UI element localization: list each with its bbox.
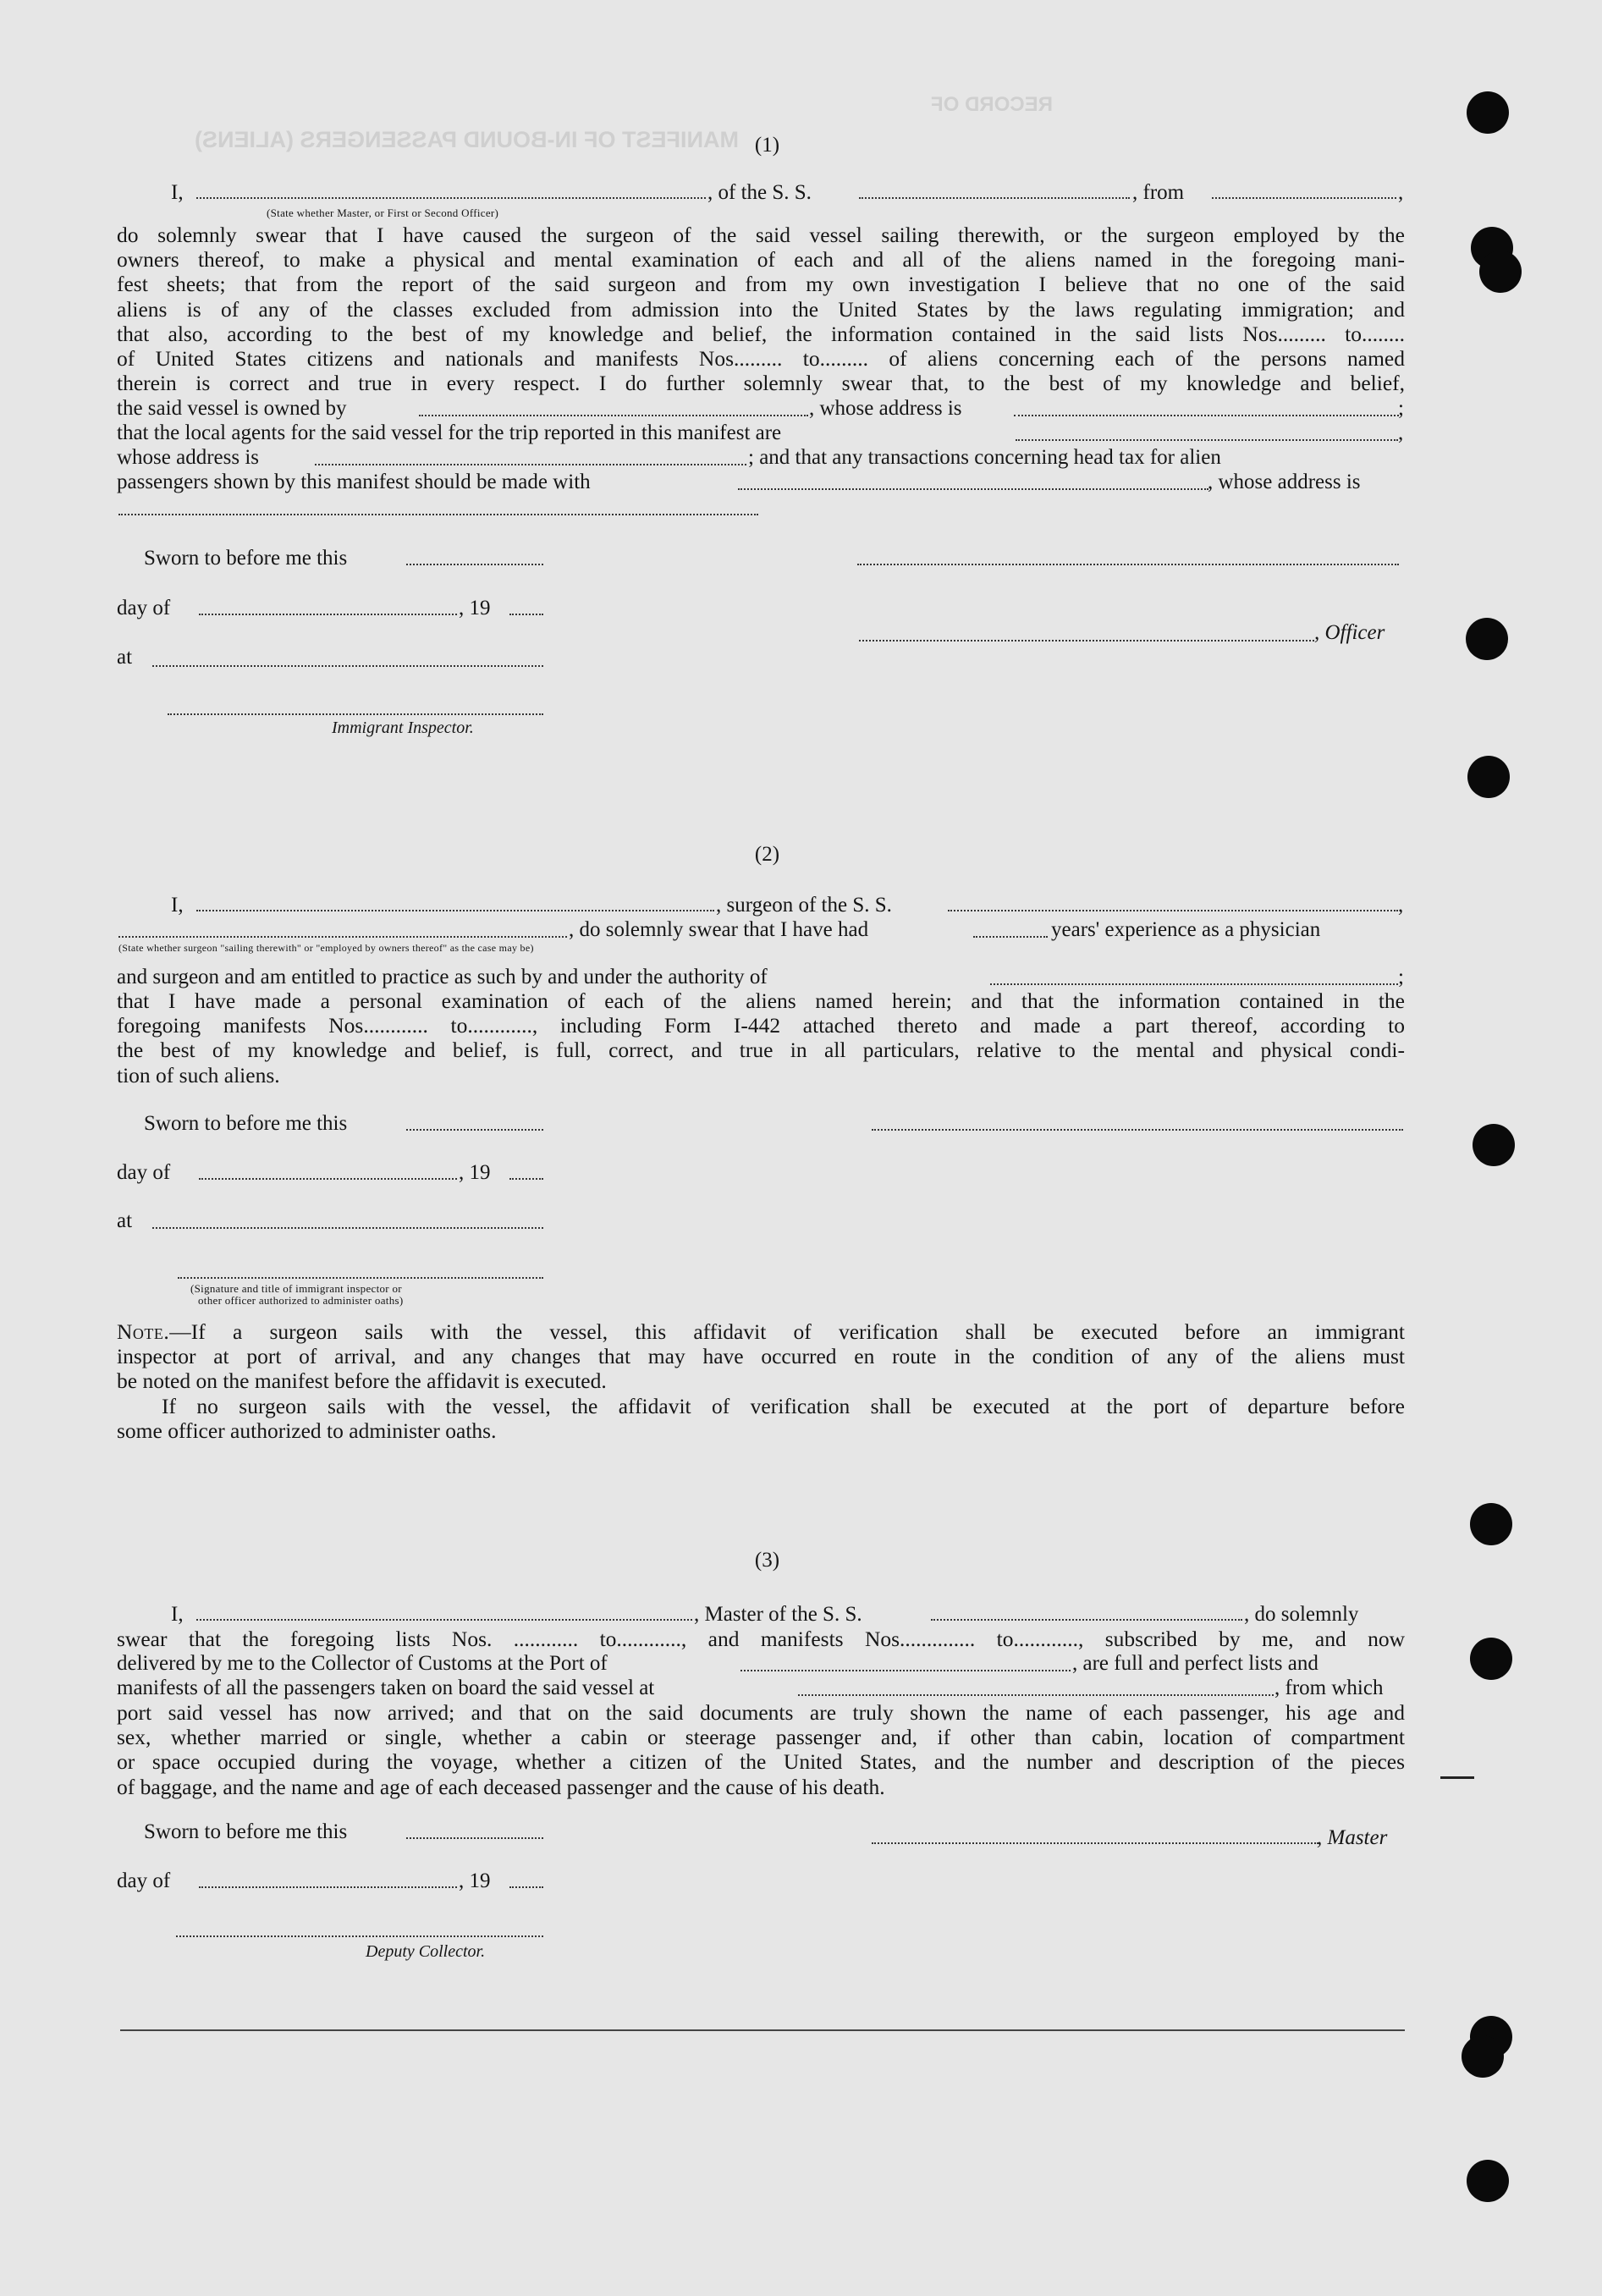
oath-i-label: I, — [171, 1603, 184, 1626]
at-place-field[interactable] — [152, 1227, 543, 1229]
sworn-date-field[interactable] — [406, 1129, 543, 1131]
from-label: , from — [1132, 181, 1185, 204]
master-paragraph — [117, 1700, 1405, 1799]
comma: , — [1398, 421, 1404, 444]
oath-line: or space occupied during the voyage, whether a citizen of the United States, and the number and description of the pieces — [117, 1749, 1405, 1775]
year-field[interactable] — [509, 1886, 543, 1888]
at-place-field[interactable] — [152, 665, 543, 667]
surgeon-status-field[interactable] — [118, 936, 567, 938]
bleed-through-header: RECORD OF — [931, 93, 1053, 116]
master-name-field[interactable] — [196, 197, 706, 199]
oath-line: sex, whether married or single, whether a cabin or steerage passenger and, if other than cabin, location of compartment — [117, 1725, 1405, 1750]
full-lists-text: , are full and perfect lists and — [1072, 1652, 1318, 1675]
oath-paragraph — [117, 223, 1405, 395]
surgeon-of-label: , surgeon of the S. S. — [716, 894, 892, 917]
local-agents-label: that the local agents for the said vessel for the trip reported in this manifest are — [117, 421, 782, 444]
sworn-date-field[interactable] — [406, 564, 543, 565]
oath-line: tion of such aliens. — [117, 1062, 280, 1087]
authority-text: and surgeon and am entitled to practice as such by and under the authority of — [117, 966, 768, 988]
oath-line: that also, according to the best of my knowledge and belief, the information contained in the said lists Nos......... to........ — [117, 321, 1405, 346]
binder-hole — [1473, 1124, 1515, 1166]
surgeon-paragraph — [117, 988, 1405, 1087]
section-number: (3) — [754, 1549, 780, 1572]
head-tax-text: ; and that any transactions concerning head tax for alien — [748, 446, 1221, 469]
year-field[interactable] — [509, 1178, 543, 1180]
comma: , — [1398, 181, 1404, 204]
years-experience-field[interactable] — [973, 936, 1048, 938]
owner-address-field[interactable] — [1014, 415, 1399, 416]
binder-hole — [1467, 2160, 1509, 2202]
sworn-date-field[interactable] — [406, 1837, 543, 1839]
binder-hole — [1479, 251, 1522, 293]
binder-hole — [1462, 2035, 1504, 2078]
day-of-field[interactable] — [199, 1886, 457, 1888]
year-label: , 19 — [459, 1869, 491, 1892]
vessel-name-field[interactable] — [931, 1619, 1242, 1621]
note-text: —If a surgeon sails with the vessel, this affidavit of verification shall be executed before an immigrant — [169, 1319, 1405, 1344]
manifests-text: manifests of all the passengers taken on board the said vessel at — [117, 1677, 655, 1699]
bottom-rule — [120, 2029, 1405, 2031]
embark-port-field[interactable] — [798, 1694, 1274, 1696]
oath-line: that I have made a personal examination of each of the aliens named herein; and that the information contained in the — [117, 988, 1405, 1013]
master-signature-field[interactable] — [872, 1842, 1318, 1844]
from-which-text: , from which — [1274, 1677, 1384, 1699]
semicolon: ; — [1398, 397, 1404, 420]
comma: , — [1398, 894, 1404, 917]
whose-address-label: , whose address is — [809, 397, 962, 420]
oath-line: owners thereof, to make a physical and mental examination of each and all of the aliens named in the foregoing mani- — [117, 247, 1405, 273]
surgeon-name-field[interactable] — [196, 910, 714, 911]
year-field[interactable] — [509, 614, 543, 615]
sworn-label: Sworn to before me this — [144, 1820, 348, 1843]
lists-paragraph — [117, 1627, 1405, 1651]
binder-hole — [1470, 1503, 1512, 1545]
note-label: Note. — [117, 1319, 170, 1344]
day-of-label: day of — [117, 1869, 171, 1892]
binder-hole — [1466, 618, 1508, 660]
officer-label: , Officer — [1314, 621, 1385, 644]
note-line: be noted on the manifest before the affidavit is executed. — [117, 1368, 607, 1394]
officer-signature-field[interactable] — [178, 1277, 543, 1279]
collector-label: Deputy Collector. — [366, 1942, 486, 1961]
note-paragraph — [117, 1319, 1405, 1443]
whose-address-end: , whose address is — [1208, 471, 1361, 493]
owner-field[interactable] — [419, 415, 808, 416]
semicolon: ; — [1398, 966, 1404, 988]
bleed-through-title: MANIFEST OF IN-BOUND PASSENGERS (ALIENS) — [195, 127, 740, 152]
signature-note: other officer authorized to administer oaths) — [198, 1294, 404, 1307]
inspector-label: Immigrant Inspector. — [332, 719, 474, 737]
master-of-label: , Master of the S. S. — [694, 1603, 862, 1626]
year-label: , 19 — [459, 1161, 491, 1184]
officer-signature-field[interactable] — [857, 564, 1399, 565]
authority-field[interactable] — [990, 983, 1398, 985]
surgeon-status-note: (State whether surgeon "sailing therewith" or "employed by owners thereof" as the case may be) — [118, 942, 534, 954]
section-number: (1) — [754, 134, 780, 157]
state-rank-note: (State whether Master, or First or Second Officer) — [267, 206, 499, 219]
head-tax-address-field[interactable] — [118, 514, 758, 515]
binder-hole — [1467, 756, 1510, 798]
agent-address-label: whose address is — [117, 446, 260, 469]
note-line: some officer authorized to administer oaths. — [117, 1418, 497, 1443]
note-line: inspector at port of arrival, and any changes that may have occurred en route in the condition of any of the aliens must — [117, 1344, 1405, 1369]
master-label: , Master — [1317, 1826, 1388, 1849]
passengers-text: passengers shown by this manifest should be made with — [117, 471, 591, 493]
vessel-name-field[interactable] — [859, 197, 1130, 199]
oath-i-label: I, — [171, 894, 184, 917]
at-label: at — [117, 646, 133, 669]
year-label: , 19 — [459, 597, 491, 619]
oath-line: therein is correct and true in every respect. I do further solemnly swear that, to the best of my knowledge and belief, — [117, 371, 1405, 396]
from-port-field[interactable] — [1212, 197, 1396, 199]
sworn-label: Sworn to before me this — [144, 547, 348, 570]
day-of-label: day of — [117, 1161, 171, 1184]
oath-line: port said vessel has now arrived; and that on the said documents are truly shown the name of each passenger, his age and — [117, 1700, 1405, 1725]
binder-hole — [1470, 1638, 1512, 1680]
day-of-field[interactable] — [199, 1178, 457, 1180]
surgeon-signature-field[interactable] — [872, 1129, 1403, 1131]
sworn-label: Sworn to before me this — [144, 1112, 348, 1135]
local-agents-field[interactable] — [1016, 439, 1398, 441]
do-swear-text: , do solemnly swear that I have had — [569, 918, 869, 941]
day-of-label: day of — [117, 597, 171, 619]
note-line — [117, 1319, 1405, 1344]
do-solemnly-text: , do solemnly — [1244, 1603, 1359, 1626]
oath-line: of baggage, and the name and age of each deceased passenger and the cause of his death. — [117, 1774, 885, 1799]
note-line: If no surgeon sails with the vessel, the affidavit of verification shall be executed at the port of departure before — [162, 1393, 1405, 1418]
oath-line: fest sheets; that from the report of the said surgeon and from my own investigation I believe that no one of the said — [117, 272, 1405, 297]
day-of-field[interactable] — [199, 614, 457, 615]
oath-line: do solemnly swear that I have caused the surgeon of the said vessel sailing therewith, or the surgeon employed by the — [117, 223, 1405, 247]
vessel-name-field[interactable] — [948, 910, 1398, 911]
binder-hole — [1467, 91, 1509, 134]
years-text: years' experience as a physician — [1051, 918, 1321, 941]
section-number: (2) — [754, 843, 780, 866]
signature-note: (Signature and title of immigrant inspector or — [190, 1282, 402, 1295]
port-field[interactable] — [740, 1670, 1071, 1671]
margin-tick-mark — [1440, 1776, 1474, 1779]
of-ss-label: , of the S. S. — [707, 181, 812, 204]
oath-line: swear that the foregoing lists Nos. ............ to............, and manifests Nos.............. to............, subscribed by me, and now — [117, 1627, 1405, 1651]
oath-line: aliens is of any of the classes excluded from admission into the United States by the laws regulating immigration; and — [117, 296, 1405, 322]
oath-line: foregoing manifests Nos............ to............, including Form I-442 attached thereto and made a part thereof, according to — [117, 1013, 1405, 1038]
officer-title-field[interactable] — [859, 640, 1314, 641]
at-label: at — [117, 1209, 133, 1232]
inspector-signature-field[interactable] — [168, 713, 543, 715]
owned-by-label: the said vessel is owned by — [117, 397, 347, 420]
oath-line: the best of my knowledge and belief, is full, correct, and true in all particulars, relative to the mental and physical condi- — [117, 1038, 1405, 1063]
agent-address-field[interactable] — [315, 464, 746, 465]
oath-i-label: I, — [171, 181, 184, 204]
delivered-text: delivered by me to the Collector of Customs at the Port of — [117, 1652, 608, 1675]
collector-signature-field[interactable] — [176, 1935, 543, 1937]
head-tax-agent-field[interactable] — [738, 488, 1208, 490]
oath-line: of United States citizens and nationals and manifests Nos......... to......... of aliens concerning each of the persons named — [117, 346, 1405, 372]
master-name-field[interactable] — [196, 1619, 692, 1621]
